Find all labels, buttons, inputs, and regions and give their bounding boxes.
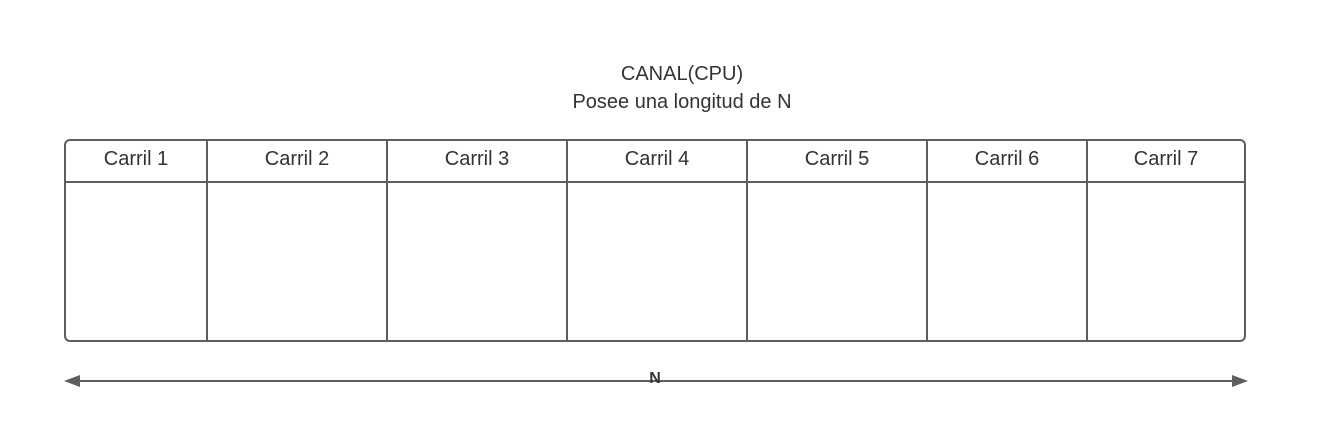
diagram-title: CANAL(CPU) [620, 63, 744, 85]
diagram-title-block [482, 60, 882, 116]
measure-label: N [649, 370, 661, 387]
lane-header: Carril 2 [208, 141, 386, 183]
lane-body [208, 183, 386, 340]
diagram-subtitle: Posee una longitud de N [572, 91, 792, 113]
lane-body [1088, 183, 1244, 340]
lane-4 [566, 141, 746, 340]
lane-7 [1086, 141, 1244, 340]
lane-header: Carril 6 [928, 141, 1086, 183]
lane-body [568, 183, 746, 340]
lane-3 [386, 141, 566, 340]
lane-header: Carril 3 [388, 141, 566, 183]
lane-5 [746, 141, 926, 340]
lane-body [66, 183, 206, 340]
lane-header: Carril 5 [748, 141, 926, 183]
lane-header: Carril 4 [568, 141, 746, 183]
lane-body [388, 183, 566, 340]
lane-header: Carril 1 [66, 141, 206, 183]
lane-2 [206, 141, 386, 340]
lane-header: Carril 7 [1088, 141, 1244, 183]
lane-6 [926, 141, 1086, 340]
lane-body [928, 183, 1086, 340]
channel-container [64, 139, 1246, 342]
lane-1 [66, 141, 206, 340]
lane-body [748, 183, 926, 340]
